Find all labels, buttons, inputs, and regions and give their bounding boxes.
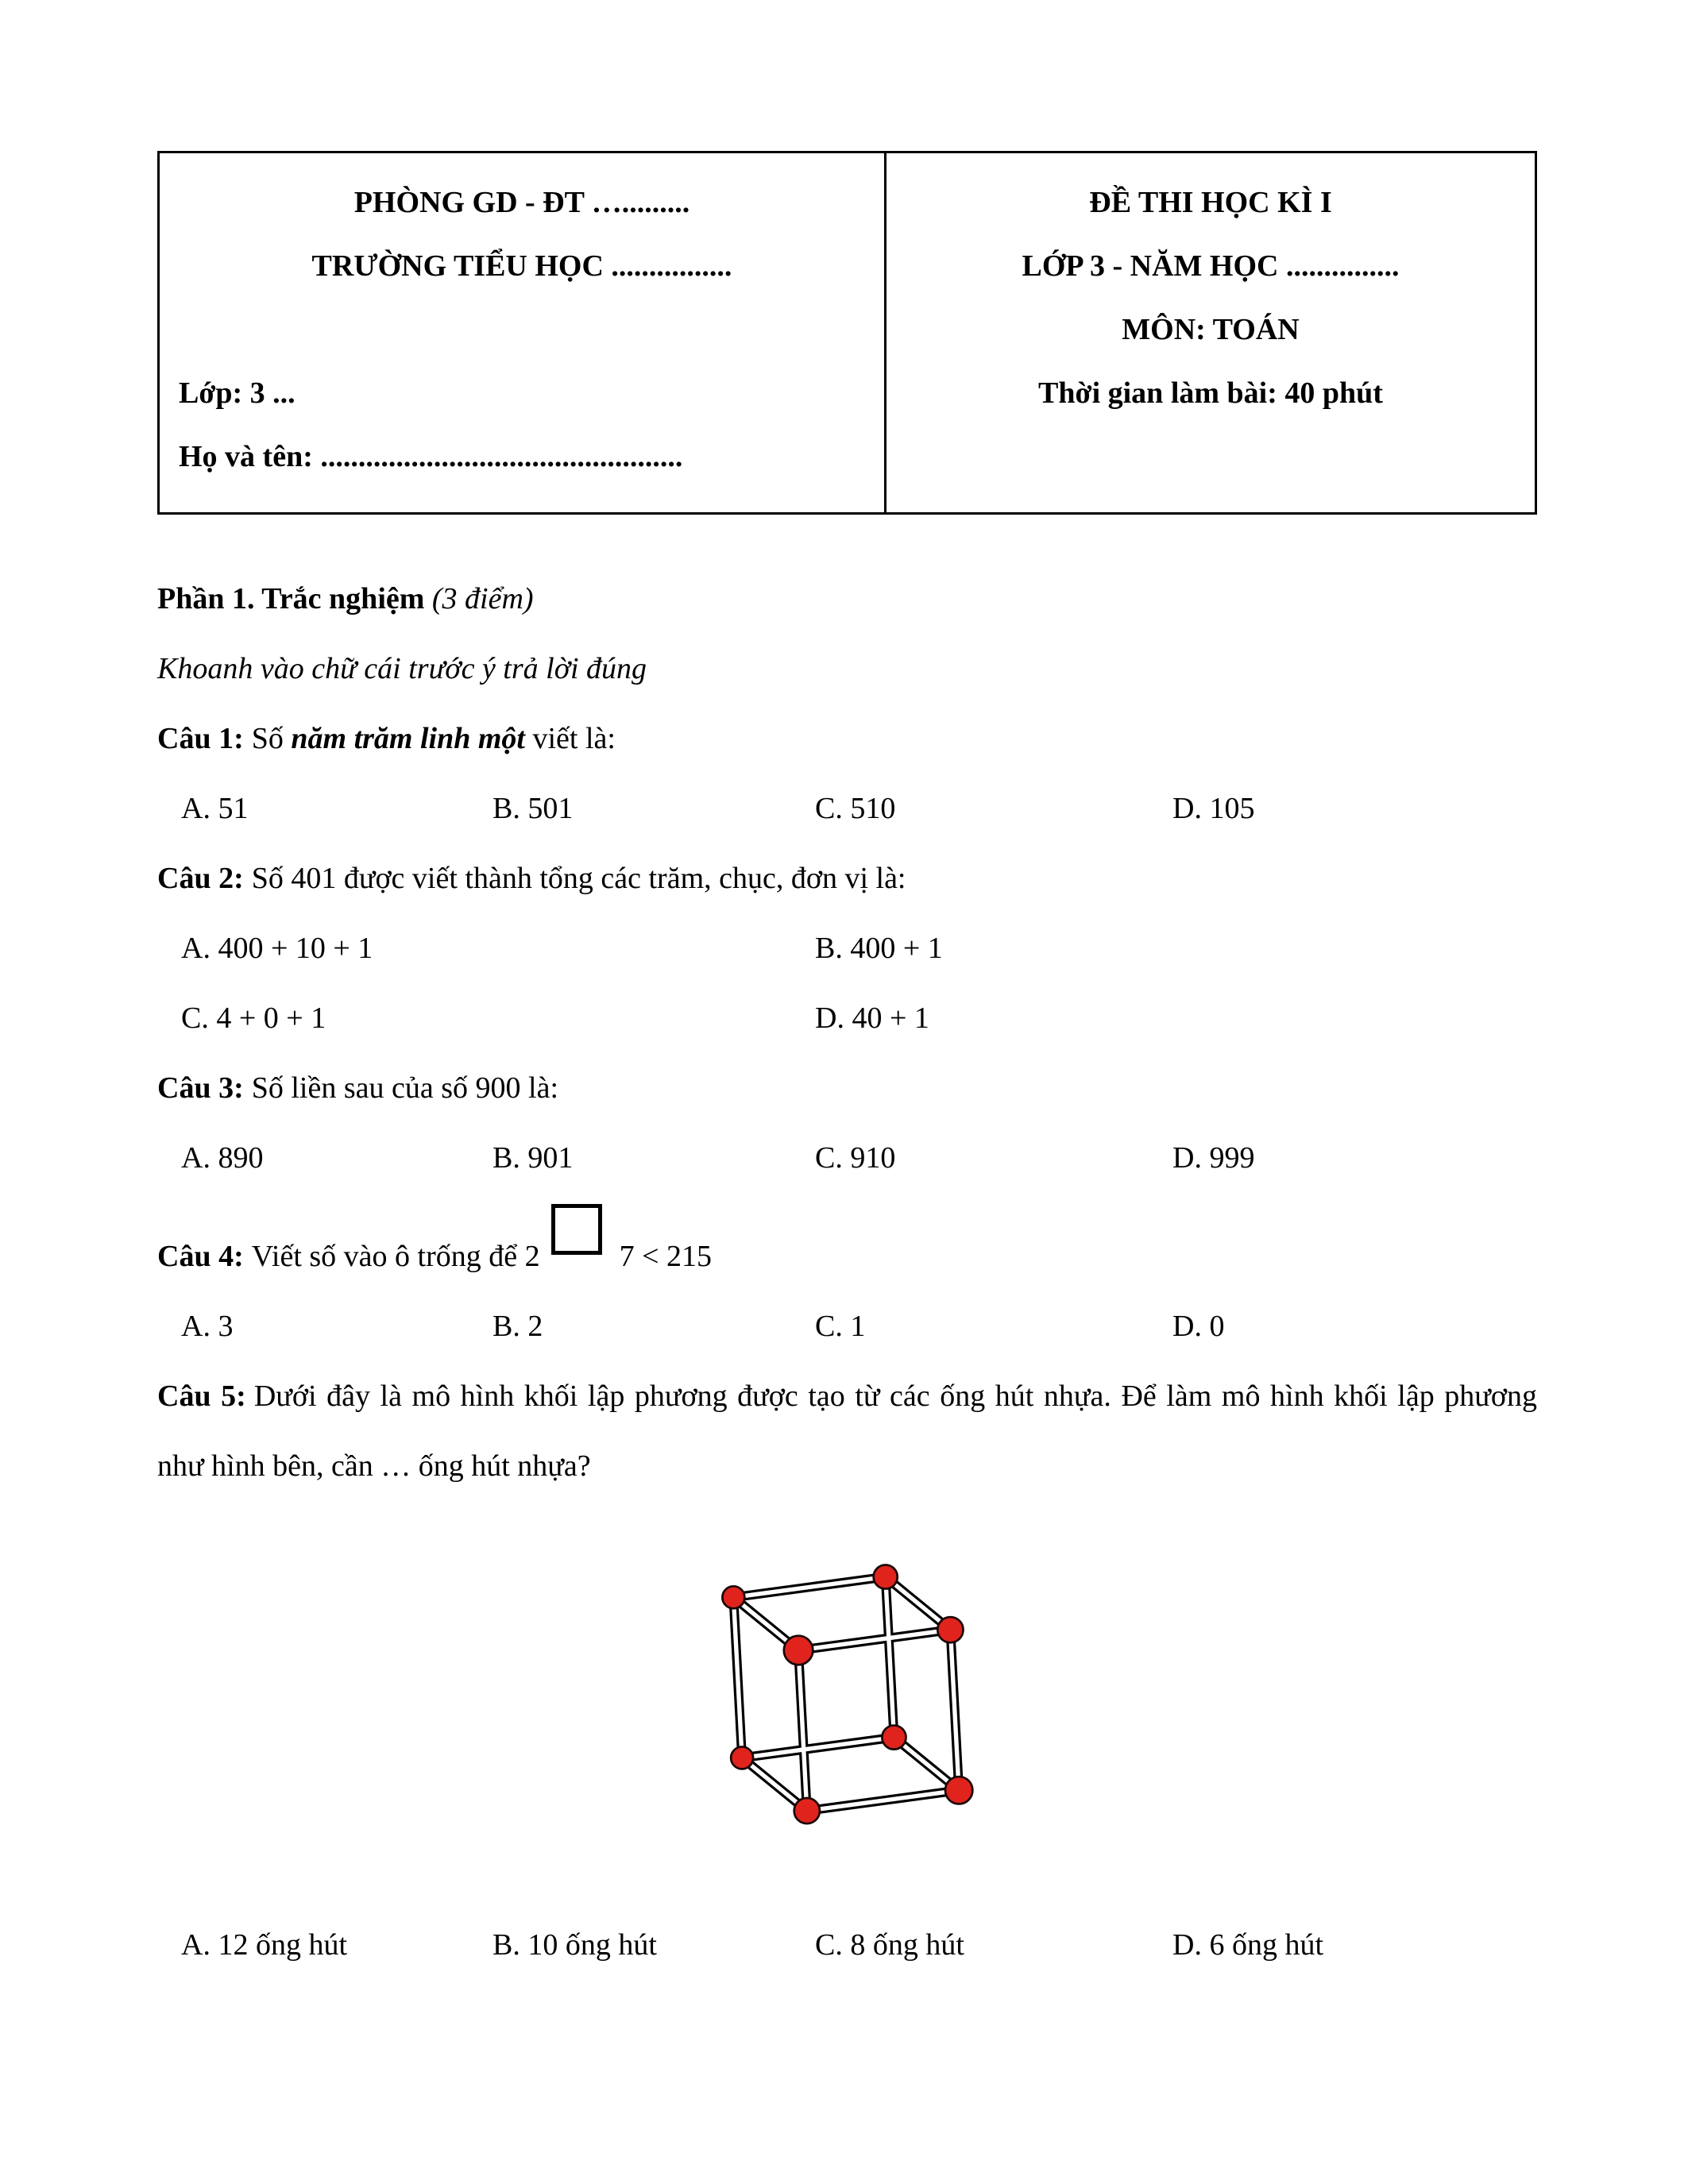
question-label: Câu 3: (157, 1071, 244, 1105)
cube-vertex-joint (731, 1746, 753, 1769)
cube-vertex-joint (722, 1586, 744, 1608)
option: C. 910 (815, 1141, 896, 1175)
option: D. 40 + 1 (815, 1001, 929, 1035)
option: B. 400 + 1 (815, 932, 943, 965)
answer-box (551, 1204, 602, 1255)
cube-vertices (722, 1565, 972, 1823)
question-label: Câu 1: (157, 722, 244, 755)
question-4-options (157, 1291, 1537, 1361)
cube-vertex-joint (882, 1726, 906, 1750)
part1-title-text: Phần 1. Trắc nghiệm (157, 582, 425, 615)
option: D. 105 (1172, 792, 1255, 825)
part1-points: (3 điểm) (431, 582, 534, 615)
question-text: viết là: (524, 722, 616, 755)
header-table (157, 151, 1537, 515)
question-2 (157, 843, 1537, 913)
question-text: Số 401 được viết thành tổng các trăm, chục, đơn vị là: (251, 862, 906, 895)
question-2-options-row1 (157, 913, 1537, 983)
exam-grade-year: LỚP 3 - NĂM HỌC ............... (1022, 249, 1400, 283)
option: B. 501 (492, 792, 574, 825)
question-emphasis: năm trăm linh một (291, 722, 525, 755)
option: B. 10 ống hút (492, 1928, 657, 1962)
option: A. 3 (181, 1310, 234, 1343)
question-3 (157, 1053, 1537, 1123)
option: D. 6 ống hút (1172, 1928, 1323, 1962)
option: C. 8 ống hút (815, 1928, 964, 1962)
cube-straw-model (661, 1538, 1002, 1832)
question-2-options-row2 (157, 983, 1537, 1053)
option: A. 51 (181, 792, 249, 825)
question-text: Số liền sau của số 900 là: (251, 1071, 559, 1105)
exam-subject: MÔN: TOÁN (1122, 313, 1300, 346)
question-4 (157, 1204, 1537, 1291)
option: A. 12 ống hút (181, 1928, 347, 1962)
option: D. 999 (1172, 1141, 1255, 1175)
class-line: Lớp: 3 ... (179, 376, 295, 410)
cube-vertex-joint (783, 1636, 813, 1665)
school-name-line: TRƯỜNG TIỂU HỌC ................ (311, 249, 732, 283)
option: A. 890 (181, 1141, 264, 1175)
cube-vertex-joint (873, 1565, 897, 1588)
cube-figure (157, 1538, 1505, 1840)
exam-duration: Thời gian làm bài: 40 phút (1038, 376, 1383, 410)
question-1-options (157, 774, 1537, 843)
option: C. 4 + 0 + 1 (181, 1001, 326, 1035)
student-name-line: Họ và tên: ................................................ (179, 440, 683, 473)
cube-vertex-joint (944, 1777, 971, 1804)
question-3-options (157, 1123, 1537, 1193)
question-label: Câu 4: (157, 1240, 244, 1273)
question-1 (157, 704, 1537, 774)
question-text: 7 < 215 (619, 1240, 713, 1273)
question-text: Số (251, 722, 292, 755)
question-5-options (157, 1910, 1537, 1980)
cube-vertex-joint (794, 1798, 819, 1823)
cube-edge-outline (733, 1577, 959, 1812)
question-5 (157, 1361, 1537, 1501)
header-spacer (179, 298, 865, 361)
question-text: Viết số vào ô trống để 2 (251, 1240, 540, 1273)
part1-instruction: Khoanh vào chữ cái trước ý trả lời đúng (157, 652, 647, 685)
option: B. 2 (492, 1310, 543, 1343)
question-label: Câu 5: (157, 1379, 246, 1413)
question-text: Dưới đây là mô hình khối lập phương được tạo từ các ống hút nhựa. Để làm mô hình khối lập phương như hình bên, cần … ống hút nhựa? (157, 1379, 1537, 1483)
cube-vertex-joint (937, 1617, 963, 1642)
option: B. 901 (492, 1141, 574, 1175)
part1-title (157, 564, 1537, 634)
header-left-cell (160, 153, 886, 512)
header-right-cell (886, 153, 1535, 512)
option: C. 1 (815, 1310, 866, 1343)
exam-title: ĐỀ THI HỌC KÌ I (1089, 186, 1332, 219)
option: D. 0 (1172, 1310, 1225, 1343)
option: A. 400 + 10 + 1 (181, 932, 373, 965)
option: C. 510 (815, 792, 896, 825)
school-dept-line: PHÒNG GD - ĐT …......... (353, 186, 690, 219)
question-label: Câu 2: (157, 862, 244, 895)
